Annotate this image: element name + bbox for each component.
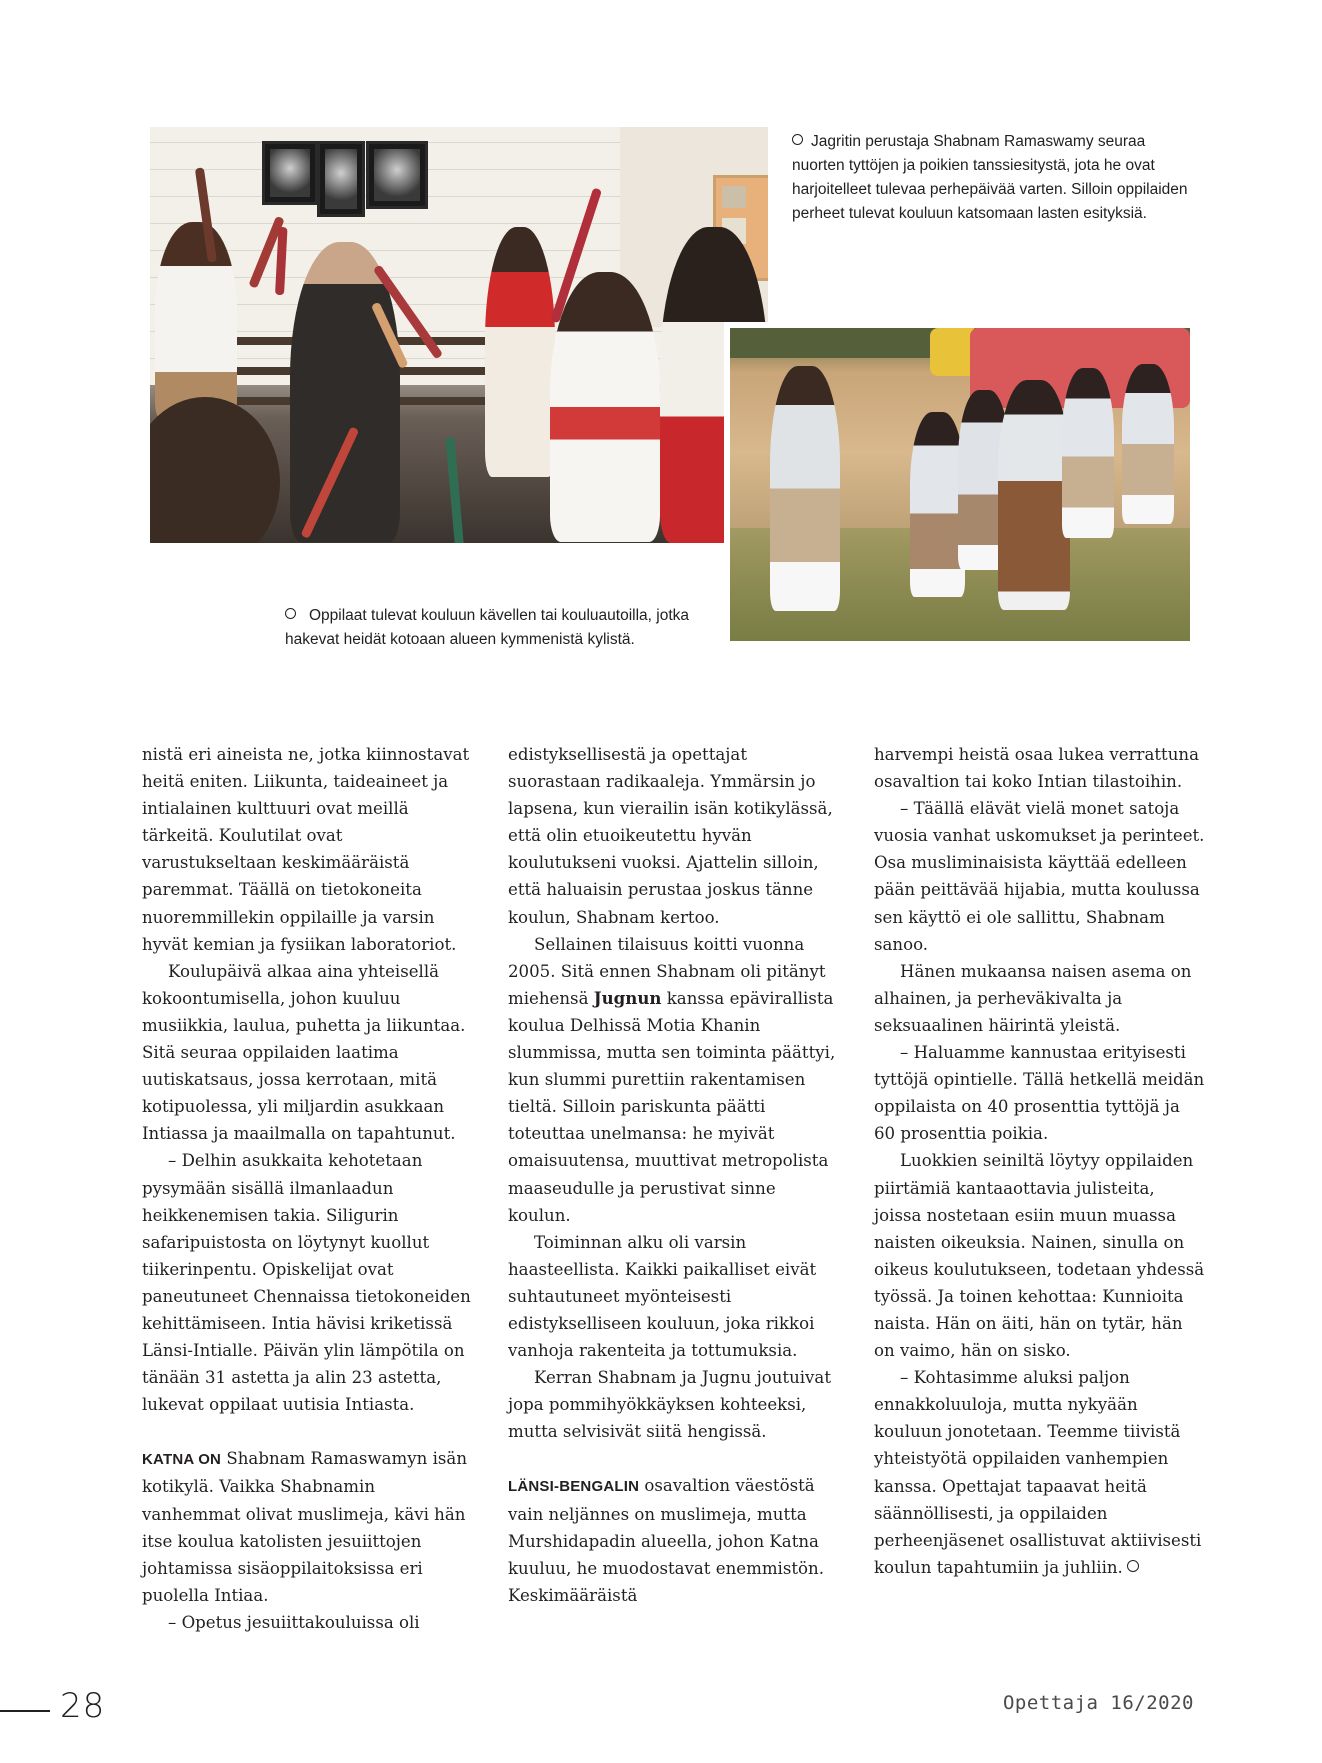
section-lead: KATNA ON — [142, 1451, 222, 1469]
caption-circle-icon — [792, 134, 803, 145]
paragraph: Kerran Shabnam ja Jugnu joutuivat jopa pommihyökkäyksen kohteeksi, mutta selvisivät siitä hengissä. — [508, 1368, 831, 1442]
end-mark-icon — [1127, 1560, 1139, 1572]
student — [998, 380, 1070, 610]
student — [1062, 368, 1114, 538]
paragraph-text: osavaltion väestöstä vain neljännes on muslimeja, mutta Murshidapadin alueella, johon Katna kuuluu, he muodostavat enemmistön. Keskimääräistä — [508, 1476, 824, 1605]
page-number: 28 — [60, 1686, 106, 1726]
dance-stick — [445, 437, 464, 543]
paragraph — [874, 1364, 1206, 1581]
paragraph: Koulupäivä alkaa aina yhteisellä kokoontumisella, johon kuuluu musiikkia, laulua, puhetta ja liikuntaa. Sitä seuraa oppilaiden laatima uutiskatsaus, jossa kerrotaan, mitä kotipuolessa, yli miljardin asukkaan Intiassa ja maailmalla on tapahtunut. — [142, 961, 466, 1144]
caption-students-photo — [285, 604, 725, 652]
article-column-1 — [142, 741, 474, 1636]
paragraph: – Delhin asukkaita kehotetaan pysymään sisällä ilmanlaadun heikkenemisen takia. Siligurin safaripuistosta on löytynyt kuollut tiikerinpentu. Opiskelijat ovat paneutuneet Chennaissa tietokoneiden kehittämiseen. Intia hävisi kriketissä Länsi-Intialle. Päivän ylin lämpötila on tänään 31 astetta ja alin 23 astetta, lukevat oppilaat uutisia Intiasta. — [142, 1151, 471, 1415]
caption-text: Oppilaat tulevat kouluun kävellen tai kouluautoilla, jotka hakevat heidät kotoaan alueen kymmenistä kylistä. — [285, 607, 689, 648]
students-walking-photo — [724, 322, 1196, 647]
dance-photo — [150, 127, 768, 543]
paragraph-text: kanssa epävirallista koulua Delhissä Motia Khanin slummissa, mutta sen toiminta päättyi, kun slummi purettiin rakentamisen tieltä. Silloin pariskunta päätti toteuttaa unelmansa: he myivät omaisuutensa, muuttivat metropolista maaseudulle ja perustivat sinne koulun. — [508, 988, 836, 1225]
boy-dancer — [155, 222, 237, 422]
paragraph: nistä eri aineista ne, jotka kiinnostavat heitä eniten. Liikunta, taideaineet ja intialainen kulttuuri ovat meillä tärkeitä. Koulutilat ovat varustukseltaan keskimääräistä paremmat. Täällä on tietokoneita nuoremmillekin oppilaille ja varsin hyvät kemian ja fysiikan laboratoriot. — [142, 745, 470, 954]
student — [770, 366, 840, 611]
woman-dancer — [290, 242, 400, 542]
girl-dancer — [550, 272, 660, 542]
student — [1122, 364, 1174, 524]
caption-text: Jagritin perustaja Shabnam Ramaswamy seuraa nuorten tyttöjen ja poikien tanssiesitystä, jota he ovat harjoitelleet tulevaa perhepäivää varten. Silloin oppilaiden perheet tulevat kouluun katsomaan lasten esityksiä. — [792, 133, 1188, 222]
wall-portrait — [317, 141, 365, 217]
person-name: Jugnun — [593, 987, 662, 1008]
paragraph: Hänen mukaansa naisen asema on alhainen, ja perheväkivalta ja seksuaalinen häirintä yleistä. — [874, 961, 1192, 1035]
section-lead: LÄNSI-BENGALIN — [508, 1478, 640, 1496]
paragraph: edistyksellisestä ja opettajat suorastaan radikaaleja. Ymmärsin jo lapsena, kun vierailin isän kotikylässä, että olin etuoikeutettu hyvän koulutukseni vuoksi. Ajattelin silloin, että haluaisin perustaa joskus tänne koulun, Shabnam kertoo. — [508, 745, 833, 927]
footer-rule — [0, 1710, 50, 1712]
paragraph: Toiminnan alku oli varsin haasteellista. Kaikki paikalliset eivät suhtautuneet myönteisesti edistykselliseen kouluun, joka rikkoi vanhoja rakenteita ja tottumuksia. — [508, 1232, 817, 1361]
paragraph: Luokkien seiniltä löytyy oppilaiden piirtämiä kantaaottavia julisteita, joissa nostetaan esiin muun muassa naisten oikeuksia. Nainen, sinulla on oikeus koulutukseen, todetaan yhdessä työssä. Ja toinen kehottaa: Kunnioita naista. Hän on äiti, hän on tytär, hän on vaimo, hän on sisko. — [874, 1151, 1205, 1361]
article-column-3 — [874, 741, 1206, 1581]
paragraph — [508, 931, 840, 1229]
foreground-head — [150, 397, 280, 543]
paragraph: – Täällä elävät vielä monet satoja vuosia vanhat uskomukset ja perinteet. Osa musliminaisista käyttää edelleen pään peittävää hijabia, mutta koulussa sen käyttö ei ole sallittu, Shabnam sanoo. — [874, 799, 1205, 954]
paragraph-text: Sellainen tilaisuus koitti vuonna 2005. Sitä ennen Shabnam oli pitänyt miehensä — [508, 934, 826, 1008]
paragraph-text: Shabnam Ramaswamyn isän kotikylä. Vaikka Shabnamin vanhemmat olivat muslimeja, kävi hän itse koulua katolisten jesuiittojen johtamissa sisäoppilaitoksissa eri puolella Intiaa. — [142, 1449, 468, 1605]
paragraph: harvempi heistä osaa lukea verrattuna osavaltion tai koko Intian tilastoihin. — [874, 745, 1199, 792]
paragraph: – Opetus jesuiittakouluissa oli — [168, 1612, 420, 1632]
article-column-2 — [508, 741, 840, 1609]
student — [910, 412, 965, 597]
paragraph — [142, 1445, 474, 1609]
paragraph: – Haluamme kannustaa erityisesti tyttöjä opintielle. Tällä hetkellä meidän oppilaista on 40 prosenttia tyttöjä ja 60 prosenttia poikia. — [874, 1043, 1205, 1144]
magazine-issue: Opettaja 16/2020 — [1002, 1692, 1194, 1714]
wall-portrait — [366, 141, 428, 209]
wall-portrait — [262, 141, 318, 205]
teacher — [485, 227, 555, 477]
caption-dance-photo — [792, 130, 1192, 226]
paragraph-text: – Kohtasimme aluksi paljon ennakkoluuloja, mutta nykyään kouluun jonotetaan. Teemme tiivistä yhteistyötä oppilaiden vanhempien kanssa. Opettajat tapaavat heitä säännöllisesti, ja oppilaiden perheenjäsenet osallistuvat aktiivisesti koulun tapahtumiin ja juhliin. — [874, 1368, 1202, 1577]
caption-circle-icon — [285, 608, 296, 619]
paragraph — [508, 1472, 840, 1608]
